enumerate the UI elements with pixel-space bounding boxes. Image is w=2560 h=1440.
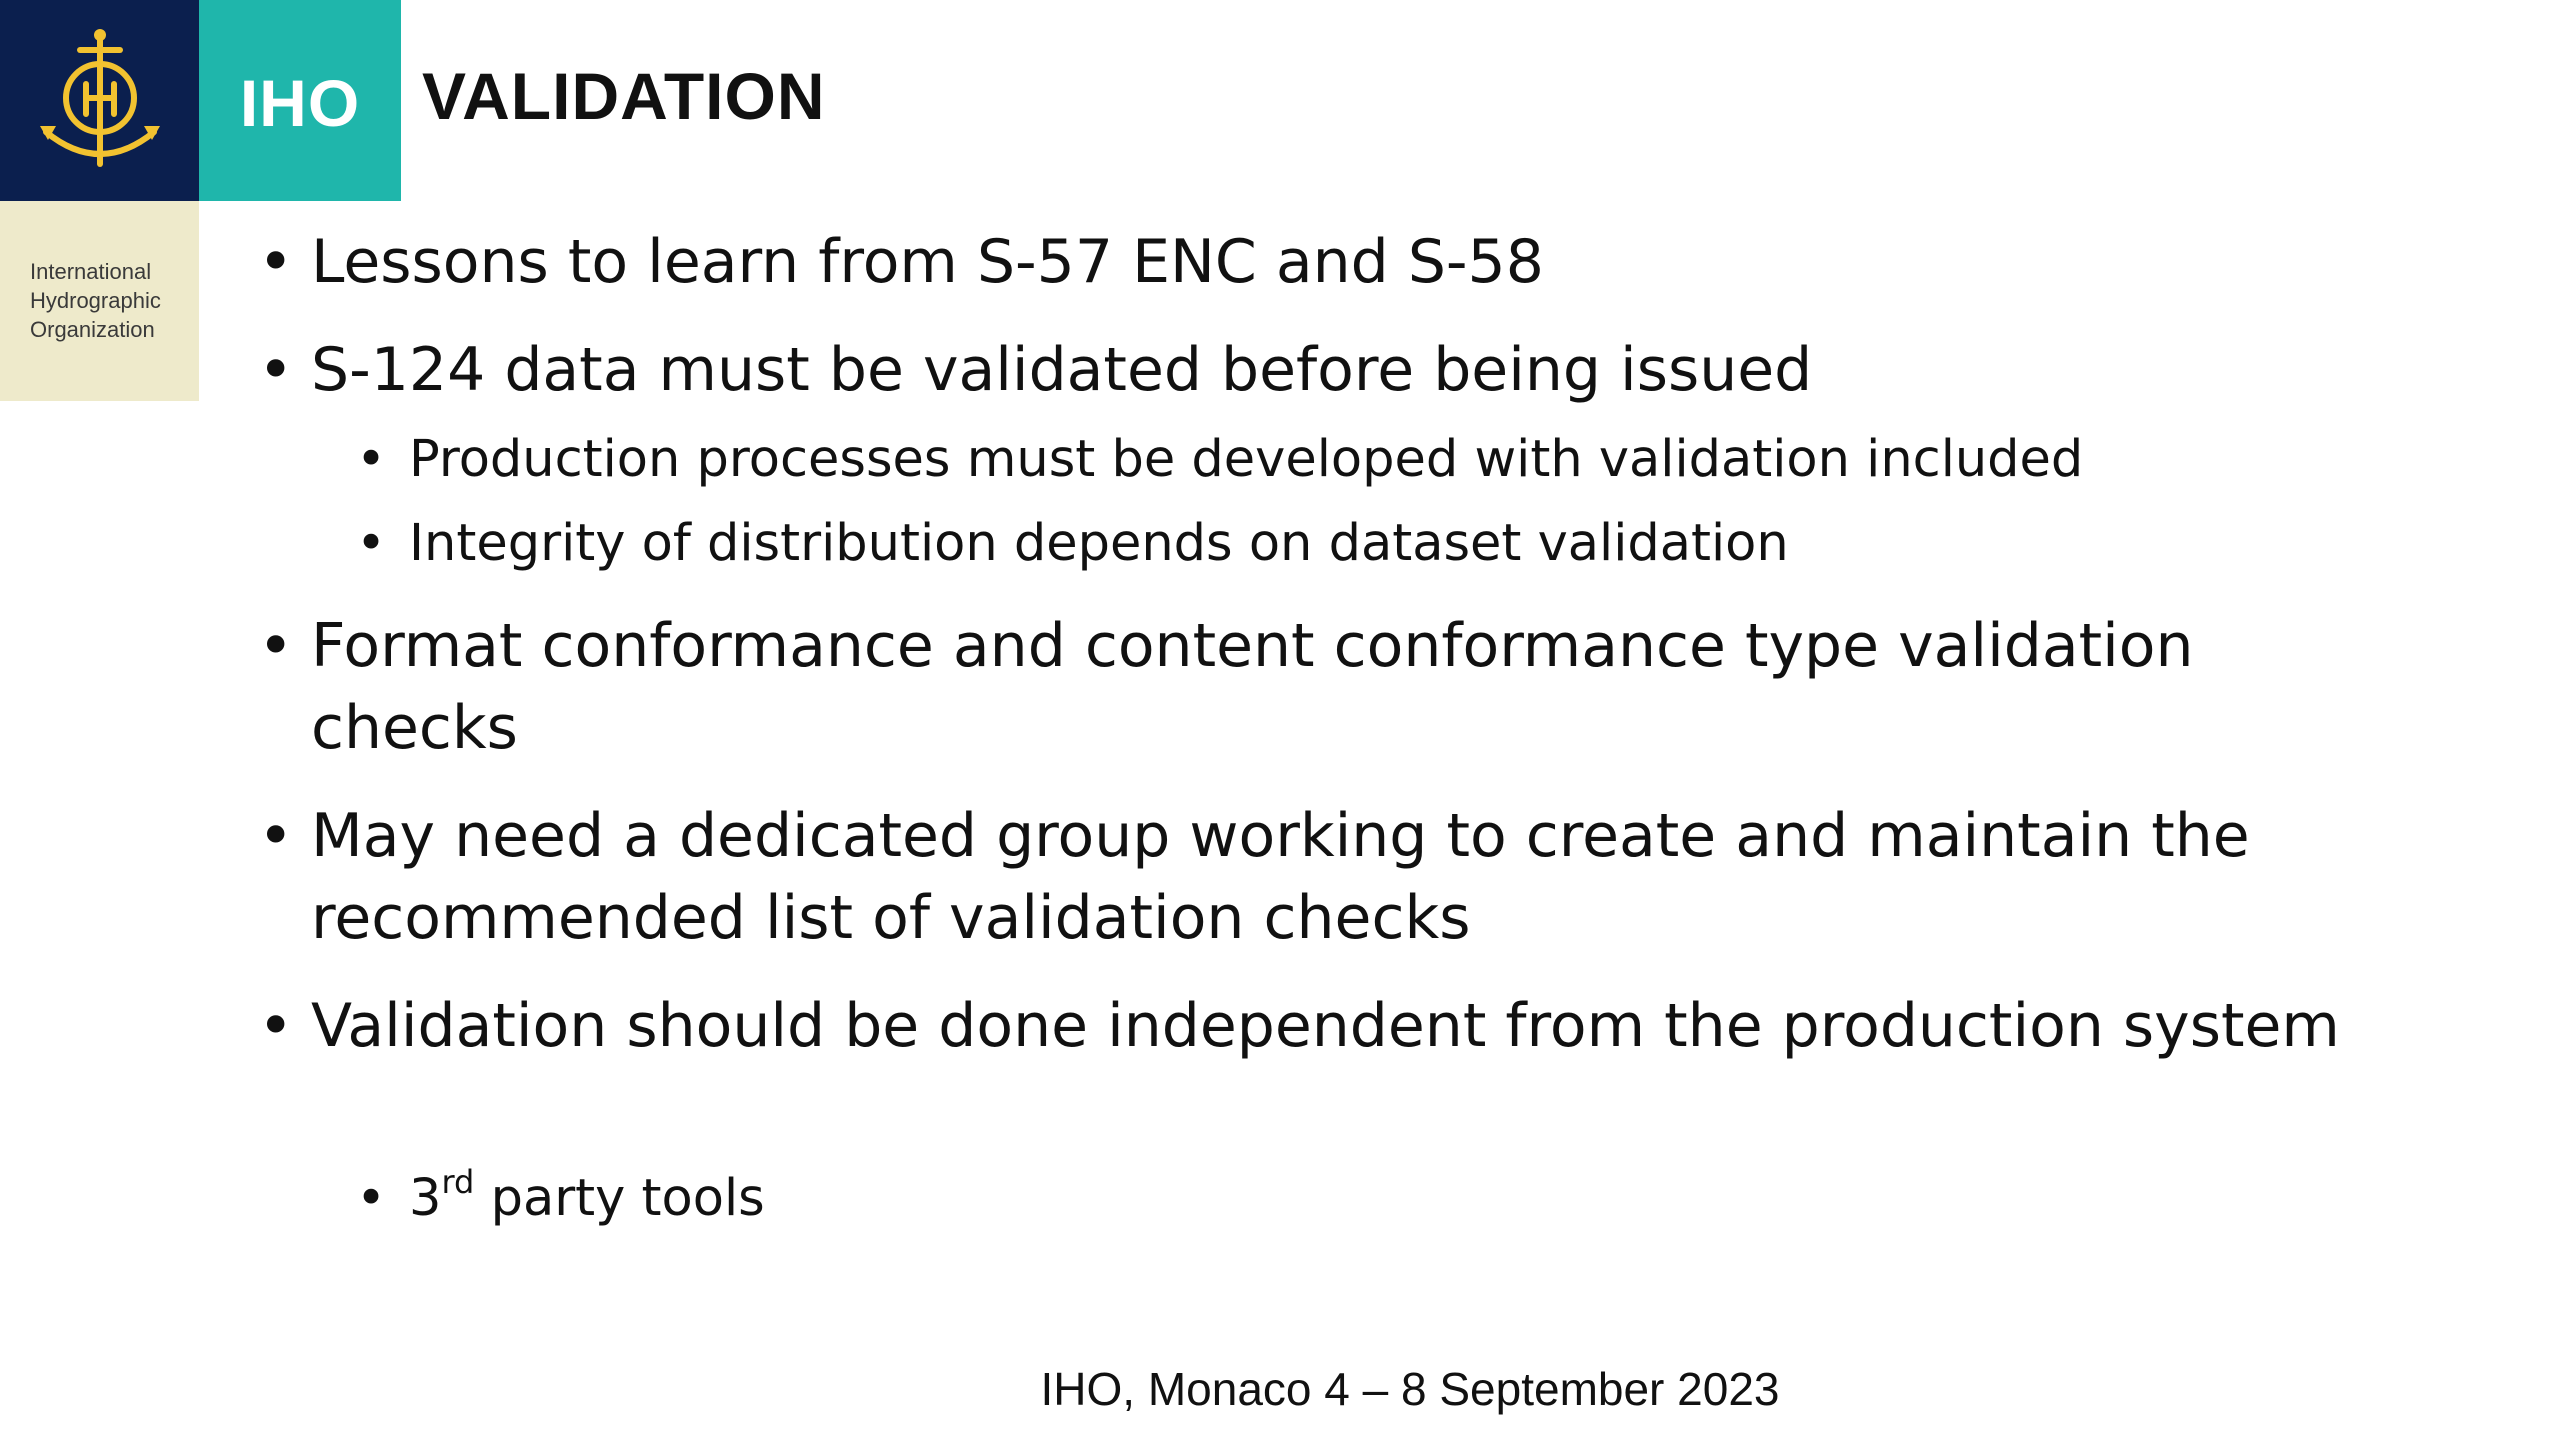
bullet-dot: • [258,611,294,681]
org-line-1: International [30,259,152,284]
org-line-3: Organization [30,317,155,342]
sub-bullet-text [409,1164,2356,1234]
bullet-dot: • [356,1169,387,1228]
bullet-item [258,221,2368,303]
org-line-2: Hydrographic [30,288,161,313]
bullet-item [258,795,2368,959]
bullet-text: Format conformance and content conformance type validation checks [311,611,2194,763]
bullet-text: Validation should be done independent from the production system [311,991,2340,1061]
footer-text: IHO, Monaco 4 – 8 September 2023 [1040,1363,1780,1415]
sub-bullet-rest: party tools [474,1169,765,1228]
bullet-text: May need a dedicated group working to create and maintain the recommended list of validation checks [311,801,2250,953]
bullet-item [258,605,2368,769]
sub-bullet-text: Production processes must be developed with validation included [409,430,2084,489]
bullet-item [258,329,2368,411]
sub-bullet-text: Integrity of distribution depends on dataset validation [409,514,1789,573]
bullet-dot: • [258,801,294,871]
sub-bullet-item [356,509,2356,579]
ordinal-suffix: rd [441,1163,475,1201]
bullet-dot: • [258,227,294,297]
iho-brand-text: IHO [239,65,361,140]
bullet-dot: • [258,335,294,405]
bullet-text: Lessons to learn from S-57 ENC and S-58 [311,227,1544,297]
sub-bullet-item [356,1164,2356,1234]
bullet-dot: • [258,991,294,1061]
ordinal-number: 3 [409,1169,442,1228]
bullet-dot: • [356,430,387,489]
sub-bullet-item [356,425,2356,495]
slide-title: VALIDATION [422,59,826,133]
bullet-item [258,985,2368,1067]
bullet-text: S-124 data must be validated before being issued [311,335,1813,405]
bullet-dot: • [356,514,387,573]
